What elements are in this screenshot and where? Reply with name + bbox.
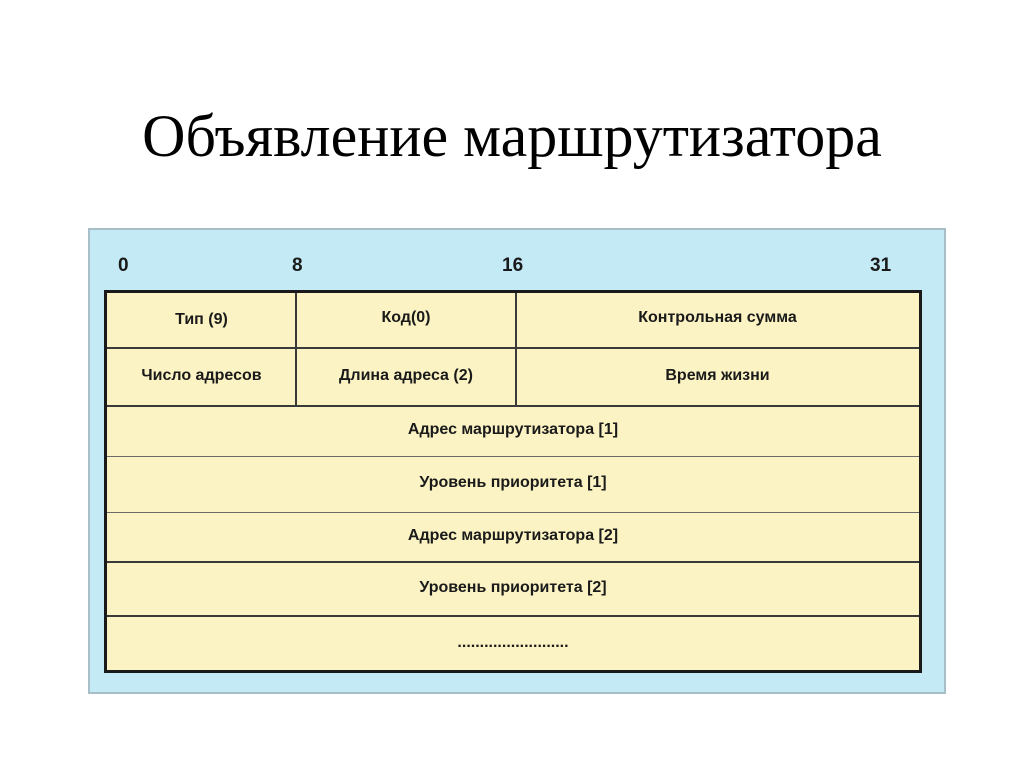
field-code: Код(0) <box>381 309 431 326</box>
bit-label-0: 0 <box>118 255 129 276</box>
field-priority-level-2: Уровень приоритета [2] <box>419 579 607 596</box>
row-divider <box>107 615 919 617</box>
row-divider <box>107 512 919 513</box>
row-divider <box>107 405 919 407</box>
field-priority-level-1: Уровень приоритета [1] <box>419 474 607 491</box>
field-type: Тип (9) <box>175 311 228 328</box>
column-divider <box>515 293 517 405</box>
slide-title: Объявление маршрутизатора <box>142 103 882 169</box>
field-num-addresses: Число адресов <box>141 367 262 384</box>
row-divider <box>107 456 919 457</box>
field-lifetime: Время жизни <box>665 367 770 384</box>
column-divider <box>295 293 297 405</box>
bit-label-31: 31 <box>870 255 892 276</box>
field-address-length: Длина адреса (2) <box>339 367 473 384</box>
row-divider <box>107 347 919 349</box>
row-divider <box>107 561 919 563</box>
packet-format-table <box>104 290 922 673</box>
field-checksum: Контрольная сумма <box>638 309 797 326</box>
field-continuation-dots: ......................... <box>457 634 569 651</box>
bit-label-8: 8 <box>292 255 303 276</box>
field-router-address-1: Адрес маршрутизатора [1] <box>407 421 619 438</box>
field-router-address-2: Адрес маршрутизатора [2] <box>407 527 619 544</box>
bit-label-16: 16 <box>502 255 524 276</box>
